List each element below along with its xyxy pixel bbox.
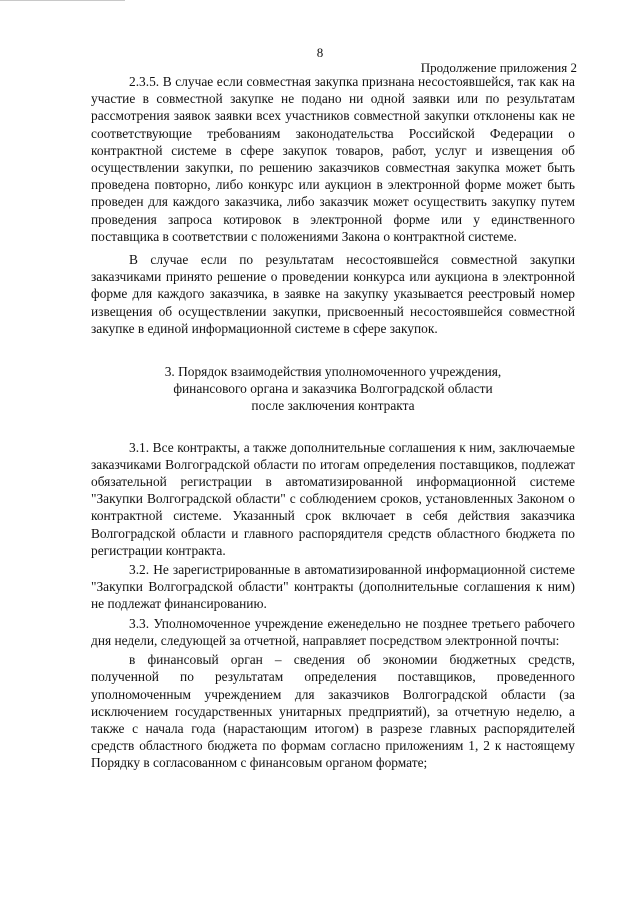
page-number: 8: [316, 45, 324, 60]
paragraph-repeat-procurement: В случае если по результатам несостоявшейся совместной закупки заказчиками принято решение о проведении конкурса или аукциона в электронной форме для каждого заказчика, в заявке на закупку указывается реестровый номер извещения об осуществлении закупки, присвоенный несостоявшейся совместной закупке в единой информационной системе в сфере закупок.: [91, 252, 575, 336]
section-heading-line-2: финансового органа и заказчика Волгоградской области: [173, 381, 493, 397]
section-heading: [91, 363, 575, 415]
document-body: [91, 73, 575, 772]
paragraph-3-3: 3.3. Уполномоченное учреждение еженедельно не позднее третьего рабочего дня недели, следующей за отчетной, направляет посредством электронной почты:: [91, 615, 575, 648]
paragraph-2-3-5: 2.3.5. В случае если совместная закупка признана несостоявшейся, так как на участие в совместной закупке не подано ни одной заявки или по результатам рассмотрения заявок заявки всех участников совместной закупки отклонены как не соответствующие требованиям законодательства Российской Федерации о контрактной системе в сфере закупок товаров, работ, услуг и извещения об осуществлении закупки, по решению заказчиков совместная закупка может быть проведена повторно, либо конкурс или аукцион в электронной форме может быть проведен для каждого заказчика, либо заказчик может осуществить закупку путем проведения запроса котировок в электронной форме или у единственного поставщика в соответствии с положениями Закона о контрактной системе.: [91, 74, 575, 244]
paragraph-finance-body: в финансовый орган – сведения об экономии бюджетных средств, полученной по результатам определения поставщиков, проведенного уполномоченным учреждением для заказчиков Волгоградской области (за исключением государственных унитарных предприятий), за отчетную неделю, а также с начала года (нарастающим итогом) в разрезе главных распорядителей средств областного бюджета по формам согласно приложениям 1, 2 к настоящему Порядку в согласованном с финансовым органом формате;: [91, 652, 575, 771]
paragraph-3-1: 3.1. Все контракты, а также дополнительные соглашения к ним, заключаемые заказчиками Волгоградской области по итогам определения поставщиков, подлежат обязательной регистрации в автоматизированной информационной системе "Закупки Волгоградской области" с соблюдением сроков, установленных Законом о контрактной системе. Указанный срок включает в себя действия заказчика Волгоградской области и главного распорядителя средств областного бюджета по регистрации контракта.: [91, 439, 575, 558]
continuation-label: Продолжение приложения 2: [420, 60, 577, 75]
paragraph-3-2: 3.2. Не зарегистрированные в автоматизированной информационной системе "Закупки Волгоградской области" контракты (дополнительные соглашения к ним) не подлежат финансированию.: [91, 562, 575, 612]
section-heading-line-3: после заключения контракта: [251, 398, 415, 414]
top-rule: [0, 0, 125, 1]
section-heading-line-1: 3. Порядок взаимодействия уполномоченного учреждения,: [164, 364, 502, 380]
